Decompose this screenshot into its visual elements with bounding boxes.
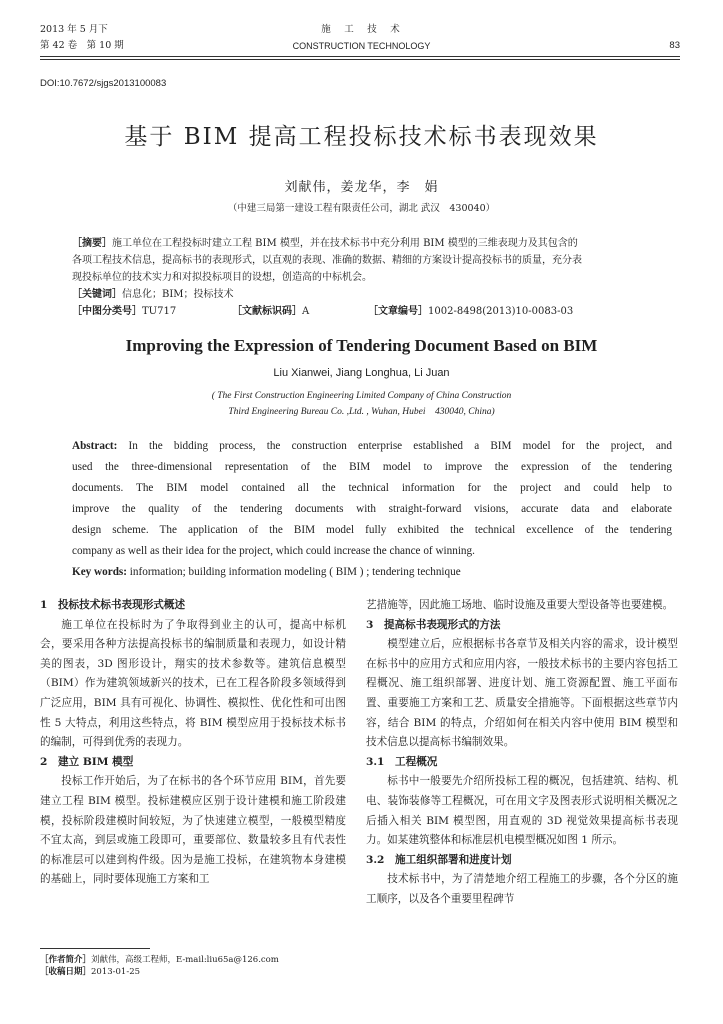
abstract-en: [72, 436, 672, 583]
section-1-heading: 1 投标技术标书表现形式概述: [40, 599, 186, 611]
page-number: 83: [669, 40, 680, 51]
abstract-en-line: design scheme. The application of the BIM model fully exhibited the technical excellence of the tendering: [72, 524, 672, 536]
volume-issue: 第 42 卷 第 10 期: [40, 40, 124, 51]
article-number-label: ［文章编号］: [368, 306, 428, 317]
section-3-1-heading: 3.1 工程概况: [366, 755, 438, 768]
authors-cn: 刘献伟，姜龙华，李 娟: [284, 180, 439, 195]
section-3-2-heading: 3.2 施工组织部署和进度计划: [366, 853, 512, 866]
journal-title-en: CONSTRUCTION TECHNOLOGY: [292, 41, 431, 51]
affiliation-en: [0, 388, 723, 420]
doc-code: A: [302, 306, 310, 317]
section-2-heading: 2 建立 BIM 模型: [40, 755, 134, 768]
abstract-en-line: company as well as their idea for the project, which could increase the chance of winning.: [72, 545, 475, 557]
article-number: 1002-8498(2013)10-0083-03: [428, 306, 574, 317]
header-rule: [40, 56, 680, 57]
keywords-cn: 信息化；BIM；投标技术: [122, 289, 234, 300]
abstract-en-line: used the three-dimensional representation of the BIM model to improve the expression of the tendering: [72, 461, 672, 473]
doi: DOI:10.7672/sjgs2013100083: [40, 78, 167, 89]
abstract-cn-line: 施工单位在工程投标时建立工程 BIM 模型，并在技术标书中充分利用 BIM 模型的三维表现力及其包含的: [112, 238, 578, 249]
keywords-en-label: Key words:: [72, 566, 127, 578]
section-1-paragraph: 施工单位在投标时为了争取得到业主的认可，提高中标机会，要采用各种方法提高投标书的编制质量和表现力，如设计精美的图表，3D 图形设计，翔实的技术参数等。建筑信息模型（BIM）作为建筑领域新兴的技术，已在工程各阶段多领域得到广泛应用，BIM 具有可视化、协调性、模拟性、优化性和可出图性 5 大特点，利用这些特点，将 BIM 模型应用于投标技术标书的编制，可得到优秀的表现力。: [40, 618, 346, 749]
issue-date: 2013 年 5 月下: [40, 24, 108, 35]
abstract-cn-label: ［摘要］: [72, 238, 112, 249]
journal-title-cn: 施 工 技 术: [321, 24, 402, 35]
left-column: [40, 596, 346, 890]
classification-row: [72, 303, 672, 320]
authors-en: Liu Xianwei, Jiang Longhua, Li Juan: [273, 367, 450, 379]
received-date-label: ［收稿日期］: [40, 967, 92, 977]
doc-code-label: ［文献标识码］: [232, 306, 302, 317]
abstract-en-line: documents. The BIM model contained all the technical information for the project and could help to: [72, 482, 672, 494]
abstract-cn-line: 各项工程技术信息，提高标书的表现形式，以直观的表现、准确的数据、精细的方案设计提高投标书的质量，充分表: [72, 255, 582, 266]
right-column: [366, 596, 678, 910]
continued-paragraph: 艺措施等，因此施工场地、临时设施及重要大型设备等也要建模。: [366, 599, 674, 611]
abstract-en-label: Abstract:: [72, 440, 118, 452]
abstract-en-line: In the bidding process, the construction enterprise established a BIM model for the project, and: [128, 440, 672, 452]
section-3-heading: 3 提高标书表现形式的方法: [366, 618, 501, 631]
author-bio-label: ［作者简介］: [40, 955, 92, 965]
affiliation-cn: （中建三局第一建设工程有限责任公司，湖北 武汉 430040）: [227, 203, 496, 214]
keywords-cn-label: ［关键词］: [72, 289, 122, 300]
paper-title-cn: 基于 BIM 提高工程投标技术标书表现效果: [124, 124, 599, 150]
affiliation-en-line: ( The First Construction Engineering Limited Company of China Construction: [211, 391, 512, 401]
affiliation-en-line: Third Engineering Bureau Co. ,Ltd. , Wuhan, Hubei 430040, China): [228, 407, 495, 417]
abstract-cn: [72, 235, 672, 320]
section-3-paragraph: 模型建立后，应根据标书各章节及相关内容的需求，设计模型在标书中的应用方式和应用内容，一般技术标书的主要内容包括工程概况、施工组织部署、进度计划、施工资源配置、施工平面布置、重要施工方案和工艺、质量安全措施等。下面根据这些章节内容，结合 BIM 的特点，介绍如何在相关内容中使用 BIM 模型和技术信息以提高标书编制效果。: [366, 638, 678, 749]
abstract-cn-line: 现投标单位的技术实力和对拟投标项目的设想，创造高的中标机会。: [72, 272, 372, 283]
clc-label: ［中图分类号］: [72, 306, 142, 317]
author-bio: 刘献伟，高级工程师，E-mail:liu65a@126.com: [91, 955, 279, 965]
footnote-rule: [40, 948, 150, 949]
received-date: 2013-01-25: [91, 967, 141, 977]
paper-title-en: Improving the Expression of Tendering Document Based on BIM: [125, 336, 598, 355]
footnotes: [40, 954, 346, 978]
section-2-paragraph: 投标工作开始后，为了在标书的各个环节应用 BIM，首先要建立工程 BIM 模型。投标建模应区别于设计建模和施工阶段建模，投标阶段建模时间较短，为了快速建立模型，一般模型精度不宜太高，到层或施工段即可，重要部位、数量较多且有代表性的标准层可以建到构件级。因为是施工投标，在建筑物本身建模的基础上，同时要体现施工方案和工: [40, 775, 346, 886]
abstract-en-line: improve the quality of the tendering documents with straight-forward visions, accurate data and elaborate: [72, 503, 672, 515]
clc-number: TU717: [142, 306, 177, 317]
section-3-1-paragraph: 标书中一般要先介绍所投标工程的概况，包括建筑、结构、机电、装饰装修等工程概况，可在用文字及图表形式说明相关概况之后插入相关 BIM 模型图，用直观的 3D 视觉效果提高标书表现力。如某建筑整体和标准层机电模型概况如图 1 所示。: [366, 775, 678, 847]
section-3-2-paragraph: 技术标书中，为了清楚地介绍工程施工的步骤，各个分区的施工顺序，以及各个重要里程碑节: [366, 873, 678, 905]
header-rule-thin: [40, 59, 680, 60]
keywords-en: information; building information modeling ( BIM ) ; tendering technique: [129, 566, 461, 578]
